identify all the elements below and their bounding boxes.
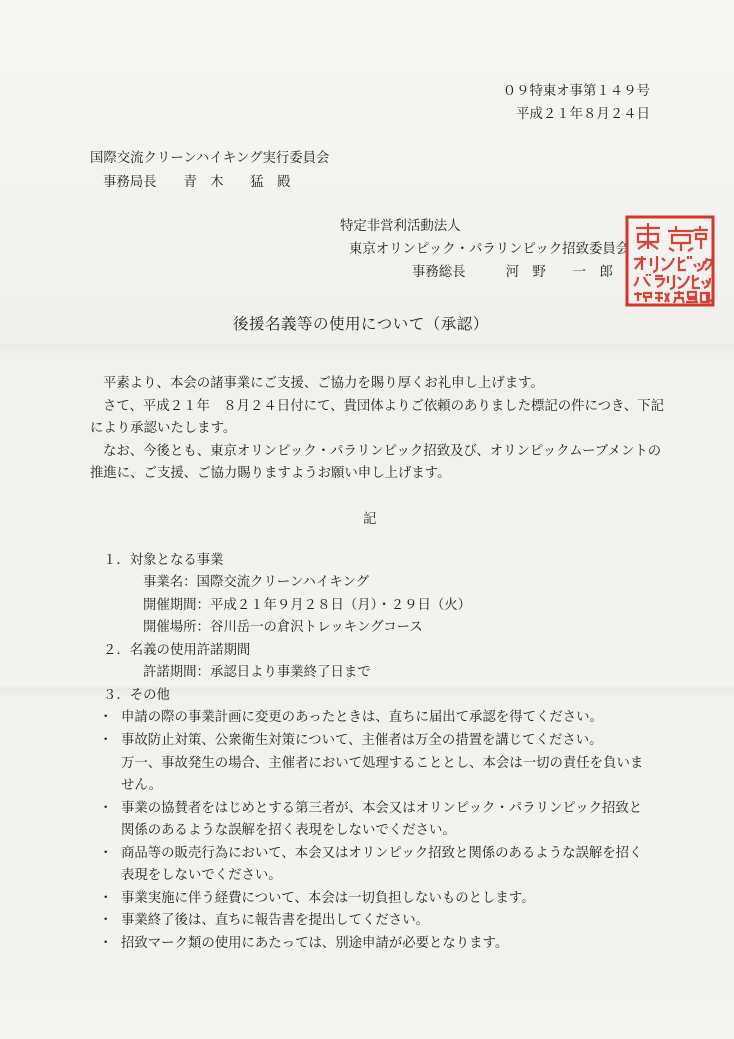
bullet-mark: ・	[99, 936, 113, 951]
item-1-event-name: 事業名：国際交流クリーンハイキング	[143, 575, 370, 590]
item-1-event-period: 開催期間：平成２１年９月２８日（月）・２９日（火）	[143, 598, 472, 613]
bullet-mark: ・	[99, 801, 113, 816]
document-title: 後援名義等の使用について（承認）	[233, 315, 489, 333]
body-paragraph-2-line-1: さて、平成２１年 ８月２４日付にて、貴団体よりご依頼のありました標記の件につき、下記	[103, 399, 665, 414]
bullet-mark: ・	[99, 891, 113, 906]
body-paragraph-3-line-2: 推進に、ご支援、ご協力賜りますようお願い申し上げます。	[90, 466, 451, 481]
bullet-mark: ・	[99, 733, 113, 748]
bullet-6: 事業終了後は、直ちに報告書を提出してください。	[121, 913, 429, 928]
recipient-organization: 国際交流クリーンハイキング実行委員会	[90, 151, 330, 166]
item-2-permission-period: 許諾期間：承認日より事業終了日まで	[143, 665, 371, 680]
sender-type: 特定非営利活動法人	[340, 219, 461, 234]
bullet-4-line-1: 商品等の販売行為において、本会又はオリンピック招致と関係のあるような誤解を招く	[121, 846, 643, 861]
bullet-3-line-2: 関係のあるような誤解を招く表現をしないでください。	[121, 823, 456, 838]
bullet-2-line-2: 万一、事故発生の場合、主催者において処理することとし、本会は一切の責任を負いま	[121, 756, 644, 771]
bullet-4-line-2: 表現をしないでください。	[121, 868, 282, 883]
bullet-3-line-1: 事業の協賛者をはじめとする第三者が、本会又はオリンピック・パラリンピック招致と	[121, 801, 643, 816]
item-3-heading: ３．その他	[103, 688, 170, 703]
official-seal-stamp	[624, 214, 716, 308]
sender-organization: 東京オリンピック・パラリンピック招致委員会	[349, 242, 630, 257]
bullet-mark: ・	[99, 913, 113, 928]
body-paragraph-3-line-1: なお、今後とも、東京オリンピック・パラリンピック招致及び、オリンピックムーブメントの	[103, 444, 662, 459]
ki-heading: 記	[363, 512, 377, 527]
bullet-7: 招致マーク類の使用にあたっては、別途申請が必要となります。	[121, 936, 509, 951]
sender-person: 事務総長 河 野 一 郎	[412, 265, 613, 280]
body-paragraph-2-line-2: により承認いたします。	[90, 421, 237, 436]
body-paragraph-1: 平素より、本会の諸事業にご支援、ご協力を賜り厚くお礼申し上げます。	[103, 376, 544, 391]
bullet-1: 申請の際の事業計画に変更のあったときは、直ちに届出て承認を得てください。	[121, 710, 603, 725]
bullet-2-line-3: せん。	[121, 778, 162, 793]
document-number: ０９特東オ事第１４９号	[502, 84, 650, 99]
recipient-person: 事務局長 青 木 猛 殿	[103, 175, 291, 190]
item-2-heading: ２．名義の使用許諾期間	[103, 643, 251, 658]
bullet-2-line-1: 事故防止対策、公衆衛生対策について、主催者は万全の措置を講じてください。	[121, 733, 603, 748]
bullet-5: 事業実施に伴う経費について、本会は一切負担しないものとします。	[121, 891, 535, 906]
item-1-heading: １．対象となる事業	[103, 553, 224, 568]
bullet-mark: ・	[99, 846, 113, 861]
item-1-event-place: 開催場所：谷川岳一の倉沢トレッキングコース	[143, 620, 423, 635]
bullet-mark: ・	[99, 710, 113, 725]
document-date: 平成２１年８月２４日	[516, 107, 650, 122]
